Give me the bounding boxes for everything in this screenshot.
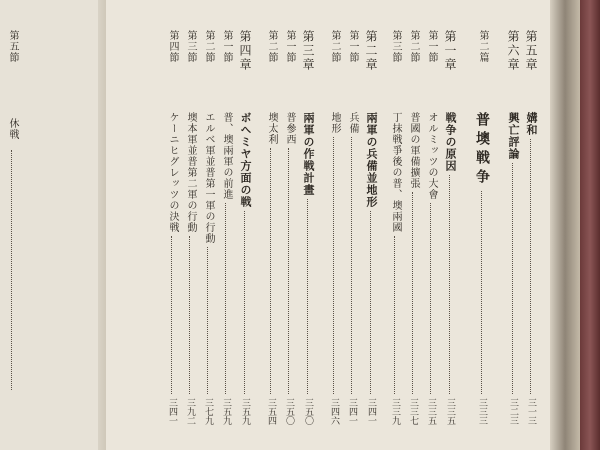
- toc-entry-title: 普參西: [284, 112, 295, 145]
- toc-entry-title: 媾和: [525, 112, 538, 136]
- toc-entry: [324, 0, 344, 450]
- toc-entry: [421, 0, 441, 450]
- toc-leader-dots: [449, 175, 450, 394]
- toc-entry-title: 兩軍の兵備並地形: [365, 112, 378, 208]
- toc-entry-label: 第二篇: [477, 30, 488, 63]
- toc-entry-label: 第二節: [203, 30, 214, 63]
- toc-entry-title: 普國の軍備擴張: [408, 112, 419, 189]
- toc-entry-title: 地形: [329, 112, 340, 134]
- toc-entry-page-number: 三五四: [266, 398, 276, 425]
- toc-leader-dots: [430, 203, 431, 394]
- toc-entry-page-number: 三一三: [526, 398, 536, 425]
- toc-entry-title: 普墺戦争: [474, 112, 490, 188]
- toc-entry-label: 第四節: [167, 30, 178, 63]
- toc-entry-page: [298, 398, 318, 425]
- toc-entry: [472, 0, 492, 450]
- toc-entry-label: 第一節: [347, 30, 358, 63]
- toc-entry-label: 第二節: [408, 30, 419, 63]
- toc-entry: [521, 0, 541, 450]
- toc-entry-title: 普、墺兩軍の前進: [221, 112, 232, 200]
- toc-leader-dots: [394, 236, 395, 394]
- left-leader-dots: [11, 150, 12, 390]
- toc-entry-label: 第六章: [506, 30, 520, 72]
- toc-entry-label: 第一章: [443, 30, 457, 72]
- toc-entry: [298, 0, 318, 450]
- toc-entry: [279, 0, 299, 450]
- toc-entry-title: エルベ軍並普第一軍の行動: [203, 112, 214, 244]
- toc-entry: [342, 0, 362, 450]
- toc-entry-title: オルミッツの大會: [426, 112, 437, 200]
- toc-leader-dots: [288, 148, 289, 394]
- toc-entry-label: 第二章: [364, 30, 378, 72]
- toc-entry-page-number: 三三七: [408, 398, 418, 425]
- toc-leader-dots: [207, 247, 208, 394]
- toc-entry-title: 丁抹戦爭後の普、墺兩國: [390, 112, 401, 233]
- left-page: [0, 0, 98, 450]
- toc-entry-page: [440, 398, 460, 425]
- toc-entry: [216, 0, 236, 450]
- toc-entry-page: [279, 398, 299, 425]
- toc-entry: [440, 0, 460, 450]
- gutter: [98, 0, 106, 450]
- toc-entry-title: 興亡評論: [507, 112, 520, 160]
- toc-entry-page: [162, 398, 182, 425]
- toc-entry-page: [235, 398, 255, 425]
- toc-entry-page-number: 三五九: [240, 398, 250, 425]
- toc-entry-label: 第五章: [524, 30, 538, 72]
- toc-entry: [361, 0, 381, 450]
- toc-leader-dots: [189, 236, 190, 394]
- toc-entry-page-number: 三五九: [221, 398, 231, 425]
- toc-entry-title: ボヘミヤ方面の戦: [239, 112, 252, 208]
- left-section-title: 休戦: [7, 118, 18, 140]
- toc-entry-label: 第一節: [426, 30, 437, 63]
- toc-entry-label: 第二節: [266, 30, 277, 63]
- toc-leader-dots: [270, 148, 271, 394]
- toc-entry-page: [361, 398, 381, 425]
- toc-entry-page: [180, 398, 200, 425]
- left-section-label: 第五節: [7, 30, 18, 63]
- toc-entry-page-number: 三五〇: [303, 398, 313, 425]
- toc-leader-dots: [481, 191, 482, 394]
- toc-entry-page: [324, 398, 344, 425]
- toc-entry: [385, 0, 405, 450]
- toc-entry-page-number: 三四六: [329, 398, 339, 425]
- toc-leader-dots: [171, 236, 172, 394]
- toc-entry-label: 第二節: [329, 30, 340, 63]
- toc-entry-page-number: 三三五: [426, 398, 436, 425]
- toc-leader-dots: [530, 139, 531, 394]
- toc-entry-page: [521, 398, 541, 425]
- toc-entry-label: 第三章: [301, 30, 315, 72]
- toc-entry: [162, 0, 182, 450]
- toc-entry-page: [421, 398, 441, 425]
- toc-entry-page-number: 三四一: [167, 398, 177, 425]
- toc-entry-title: 墺本軍並普第二軍の行動: [185, 112, 196, 233]
- toc-entry-page-number: 三三九: [390, 398, 400, 425]
- toc-leader-dots: [307, 199, 308, 394]
- toc-entry-page: [216, 398, 236, 425]
- toc-entry: [261, 0, 281, 450]
- cover-board: [580, 0, 600, 450]
- toc-entry-page: [385, 398, 405, 425]
- toc-entry-title: 墺太利: [266, 112, 277, 145]
- toc-leader-dots: [370, 211, 371, 394]
- toc-entry: [503, 0, 523, 450]
- toc-entry-page-number: 三二三: [508, 398, 518, 425]
- toc-entry-title: 兵備: [347, 112, 358, 134]
- toc-leader-dots: [512, 163, 513, 394]
- toc-entry-label: 第三節: [390, 30, 401, 63]
- toc-leader-dots: [244, 211, 245, 394]
- toc-entry-title: ケーニヒグレッツの決戦: [167, 112, 178, 233]
- toc-entry-page: [198, 398, 218, 425]
- toc-entry-page: [472, 398, 492, 425]
- toc-leader-dots: [351, 137, 352, 394]
- toc-entry-label: 第三節: [185, 30, 196, 63]
- toc-entry-page-number: 三四一: [366, 398, 376, 425]
- toc-entry-page: [403, 398, 423, 425]
- toc-leader-dots: [412, 192, 413, 394]
- toc-entry-page-number: 三五〇: [284, 398, 294, 425]
- toc-leader-dots: [333, 137, 334, 394]
- toc-entry: [403, 0, 423, 450]
- toc-entry-title: 戦争の原因: [444, 112, 457, 172]
- toc-entry-page: [503, 398, 523, 425]
- toc-entry-label: 第一節: [284, 30, 295, 63]
- toc-entry-page: [261, 398, 281, 425]
- page-edges: [550, 0, 580, 450]
- toc-entry-label: 第一節: [221, 30, 232, 63]
- toc-entry: [180, 0, 200, 450]
- toc-entry-page-number: 三九二: [185, 398, 195, 425]
- toc-entry-page-number: 三七九: [203, 398, 213, 425]
- toc-entry: [198, 0, 218, 450]
- toc-entry-title: 兩軍の作戦計畫: [302, 112, 315, 196]
- toc-leader-dots: [225, 203, 226, 394]
- toc-entry: [235, 0, 255, 450]
- toc-entry-page: [342, 398, 362, 425]
- toc-entry-page-number: 三四一: [347, 398, 357, 425]
- toc-entry-page-number: 三三五: [445, 398, 455, 425]
- toc-entry-page-number: 三三三: [477, 398, 487, 425]
- toc-entry-label: 第四章: [238, 30, 252, 72]
